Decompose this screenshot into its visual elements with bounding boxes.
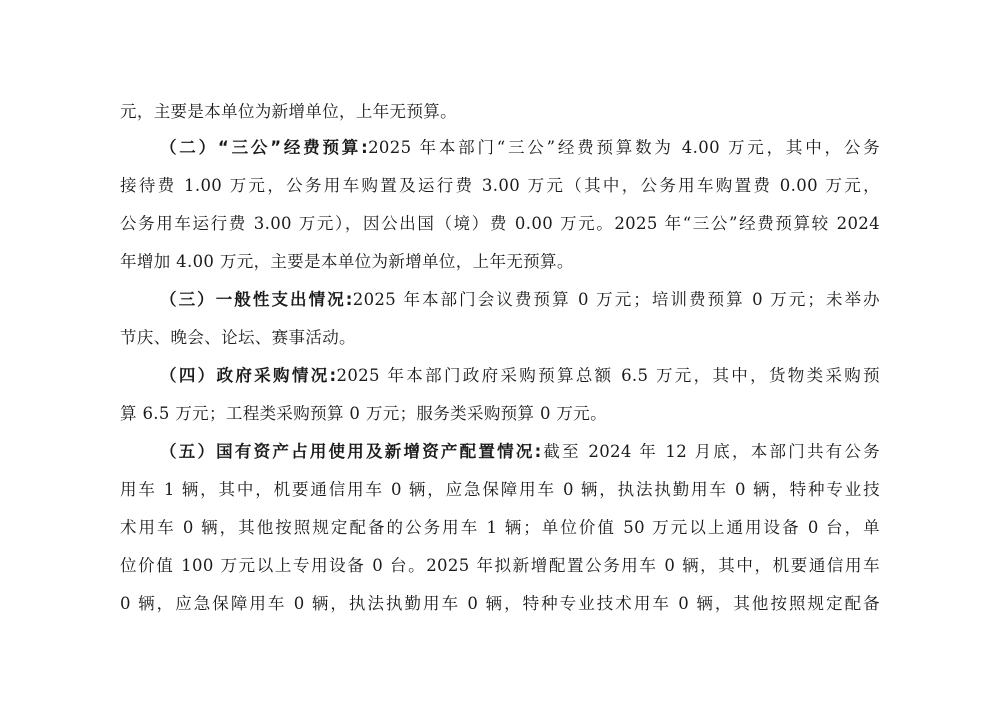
paragraph-line [120,206,880,242]
paragraph-line [120,168,880,204]
line-text: 用车 1 辆，其中，机要通信用车 0 辆，应急保障用车 0 辆，执法执勤用车 0 辆，特种专业技 [120,480,880,499]
line-text: 接待费 1.00 万元，公务用车购置及运行费 3.00 万元（其中，公务用车购置费 0.00 万元， [120,176,880,195]
section-heading-line [120,282,880,318]
section-heading-procurement: （四）政府采购情况: [160,366,337,385]
line-text: 截至 2024 年 12 月底，本部门共有公务 [541,442,880,461]
line-text: 2025 年本部门会议费预算 0 万元；培训费预算 0 万元；未举办 [352,290,880,309]
line-text: 2025 年本部门“三公”经费预算数为 4.00 万元，其中，公务 [368,138,880,157]
paragraph-line [120,320,880,356]
line-text: 算 6.5 万元；工程类采购预算 0 万元；服务类采购预算 0 万元。 [120,404,607,423]
line-text: 术用车 0 辆，其他按照规定配备的公务用车 1 辆；单位价值 50 万元以上通用设备 0 台，单 [120,518,880,537]
line-text: 元，主要是本单位为新增单位，上年无预算。 [120,102,457,121]
line-text: 2025 年本部门政府采购预算总额 6.5 万元，其中，货物类采购预 [336,366,880,385]
paragraph-line [120,586,880,622]
line-text: 位价值 100 万元以上专用设备 0 台。2025 年拟新增配置公务用车 0 辆，其中，机要通信用车 [120,556,880,575]
section-heading-san-gong: （二）“三公”经费预算: [160,138,369,157]
paragraph-line [120,548,880,584]
line-text: 0 辆，应急保障用车 0 辆，执法执勤用车 0 辆，特种专业技术用车 0 辆，其他按照规定配备 [120,594,880,613]
section-heading-line [120,130,880,166]
section-heading-general-expenses: （三）一般性支出情况: [160,290,353,309]
line-text: 年增加 4.00 万元，主要是本单位为新增单位，上年无预算。 [120,252,574,271]
line-text: 节庆、晚会、论坛、赛事活动。 [120,328,356,347]
section-heading-line [120,358,880,394]
line-text: 公务用车运行费 3.00 万元），因公出国（境）费 0.00 万元。2025 年“三公”经费预算较 2024 [120,214,880,233]
paragraph-line [120,472,880,508]
paragraph-line [120,510,880,546]
section-heading-line [120,434,880,470]
paragraph-line [120,396,880,432]
section-heading-state-assets: （五）国有资产占用使用及新增资产配置情况: [160,442,542,461]
paragraph-line [120,94,880,130]
paragraph-line [120,244,880,280]
